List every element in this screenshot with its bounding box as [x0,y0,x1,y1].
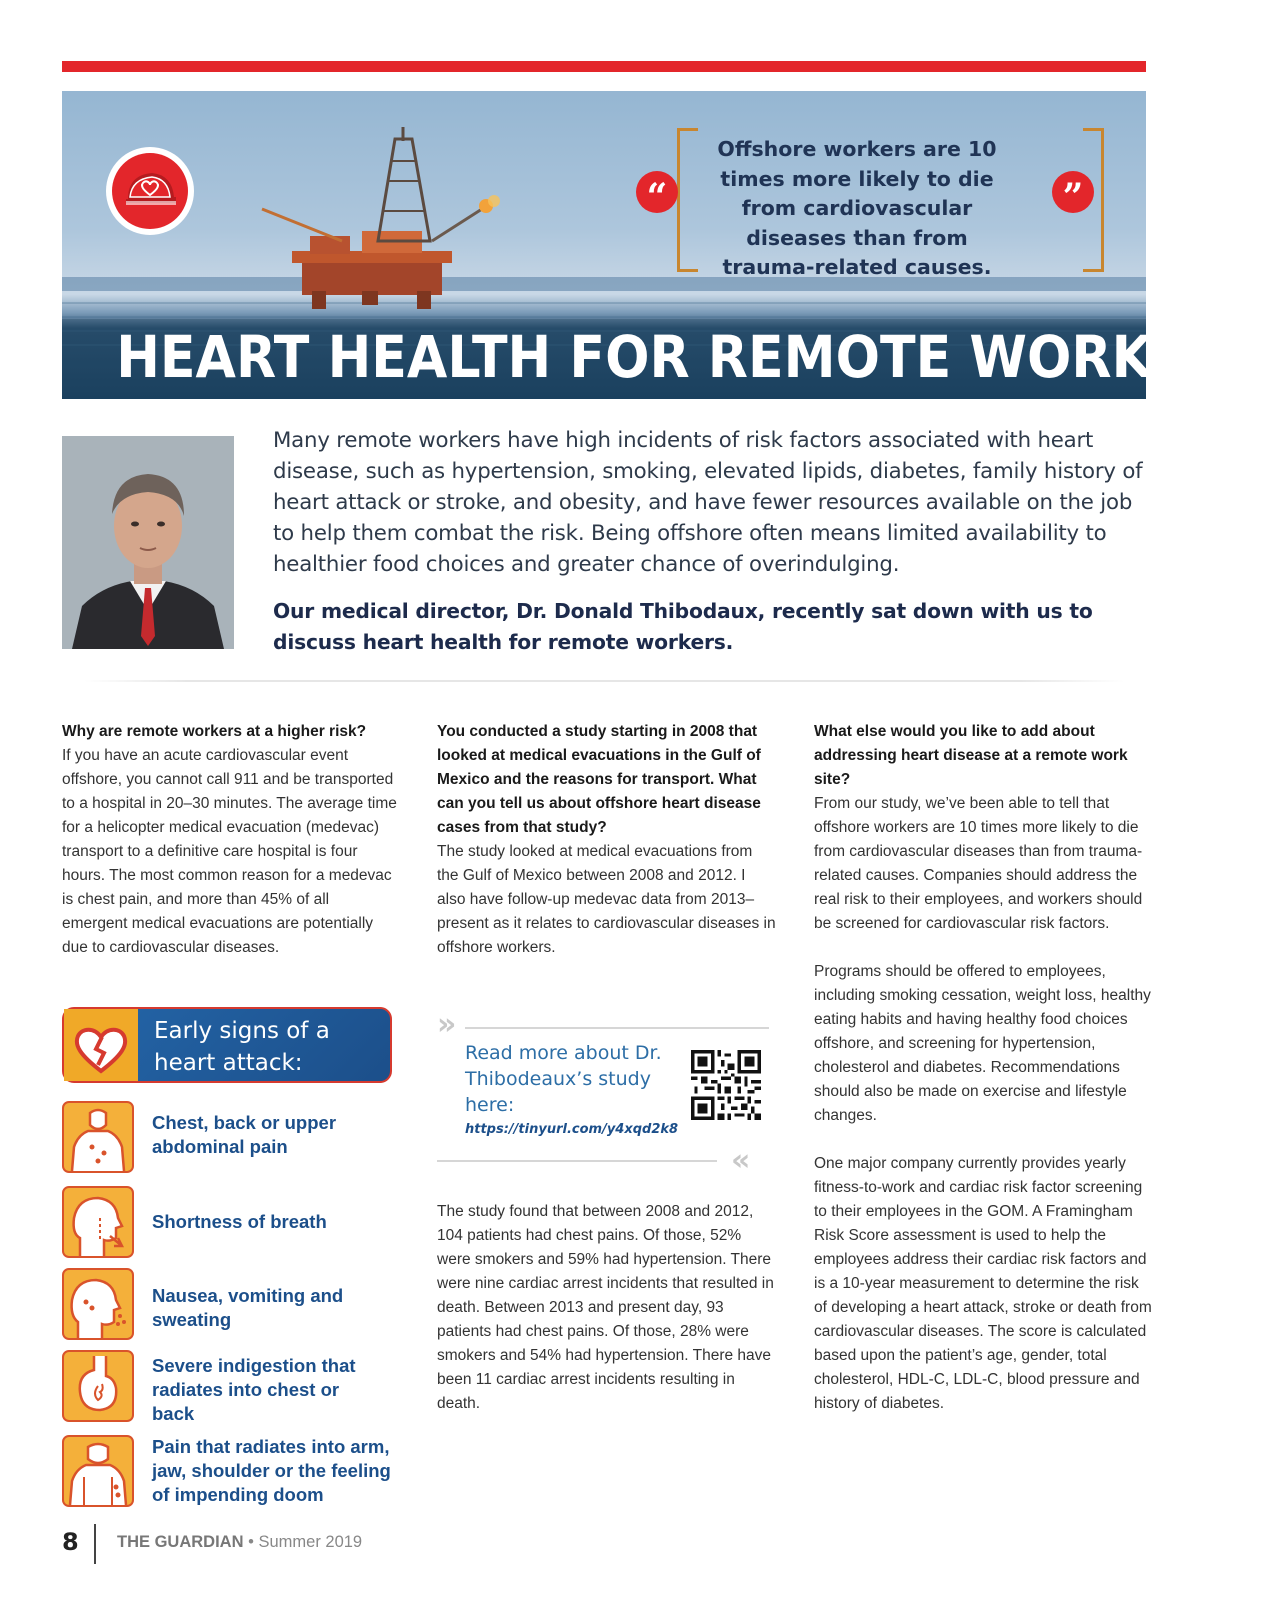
section-divider [84,680,1124,682]
footer-divider [94,1524,96,1564]
open-quote-icon: “ [636,171,678,213]
quote-bracket-left [677,128,698,272]
issue-date: Summer 2019 [258,1533,363,1551]
column-1 [62,720,398,960]
answer-text: If you have an acute cardiovascular event offshore, you cannot call 911 and be transported to a hospital in 20–30 minutes. The average time for a helicopter medical evacuation (medevac) transport to a definitive care hospital is four hours. The most common reason for a medevac is chest pain, and more than 45% of all emergent medical evacuations are potentially due to cardiovascular diseases. [62,747,397,956]
sign-item [62,1435,398,1509]
answer-text: One major company currently provides yearly fitness-to-work and cardiac risk factor screening to their employees in the GOM. A Framingham Risk Score assessment is used to help the employees address their cardiac risk factors and is a 10-year measurement to determine the risk of developing a heart attack, stroke or death from cardiovascular diseases. The score is calculated based upon the patient’s age, gender, total cholesterol, HDL-C, LDL-C, blood pressure and history of diabetes. [814,1155,1152,1412]
chevron-left-icon: « [731,1143,751,1178]
question-heading: Why are remote workers at a higher risk? [62,723,367,740]
footer-separator: • [248,1533,254,1551]
page-number: 8 [62,1528,79,1556]
page-title: HEART HEALTH FOR REMOTE WORKERS [116,323,1265,391]
torso-icon [64,1103,132,1171]
answer-text: Programs should be offered to employees, including smoking cessation, weight loss, healthy eating habits and having healthy food choices offshore, and screening for hypertension, cholesterol and diabetes. Recommendations should also be made on exercise and lifestyle changes. [814,963,1151,1124]
sign-label: Chest, back or upper abdominal pain [152,1112,337,1157]
top-accent-bar [62,61,1146,72]
findings-text: The study found that between 2008 and 2012, 104 patients had chest pains. Of those, 52% were smokers and 59% had hypertension. There were nine cardiac arrest incidents that resulted in death. Between 2013 and present day, 93 patients had chest pains. Of those, 28% were smokers and 54% had hypertension. There have been 11 cardiac arrest incidents resulting in death. [437,1203,774,1412]
broken-heart-icon [64,1009,138,1085]
answer-text: The study looked at medical evacuations from the Gulf of Mexico between 2008 and 2012. I also have follow-up medevac data from 2013–present as it relates to cardiovascular diseases in offshore workers. [437,843,776,956]
study-link[interactable]: https://tinyurl.com/y4xqd2k8 [465,1122,679,1137]
sign-item [62,1101,398,1175]
arm-pain-icon [64,1437,132,1505]
read-more-text: Read more about Dr. Thibodeaux’s study here: [465,1042,662,1116]
read-more-callout [437,1007,769,1178]
chevron-right-icon: » [437,1007,457,1042]
hero-banner [62,91,1265,399]
sign-label: Pain that radiates into arm, jaw, shoulder or the feeling of impending doom [152,1436,391,1505]
column-3 [814,720,1154,1416]
early-signs-header [62,1007,392,1083]
early-signs-title: Early signs of a heart attack: [154,1018,330,1076]
nausea-icon [64,1270,132,1338]
column-2 [437,720,777,960]
sign-item [62,1268,398,1342]
portrait-image [62,436,234,649]
sign-item [62,1186,398,1260]
qr-code-icon[interactable] [691,1050,761,1120]
sign-label: Severe indigestion that radiates into chest or back [152,1355,356,1424]
question-heading: What else would you like to add about addressing heart disease at a remote work site? [814,723,1128,788]
sign-label: Nausea, vomiting and sweating [152,1285,344,1330]
doctor-portrait [62,436,234,649]
magazine-name: THE GUARDIAN [117,1533,244,1551]
column-2-findings [437,1200,777,1416]
pull-quote: Offshore workers are 10 times more likely to die from cardiovascular diseases than from trauma-related causes. [717,137,997,279]
answer-text: From our study, we’ve been able to tell that offshore workers are 10 times more likely to die from cardiovascular diseases than from trauma-related causes. Companies should address the real risk to their employees, and workers should be screened for cardiovascular risk factors. [814,795,1143,932]
intro-paragraph: Many remote workers have high incidents of risk factors associated with heart disease, such as hypertension, smoking, elevated lipids, diabetes, family history of heart attack or stroke, and obesity, and have fewer resources available on the job to help them combat the risk. Being offshore often means limited availability to healthier food choices and greater chance of overindulging. [273,428,1143,577]
question-heading: You conducted a study starting in 2008 that looked at medical evacuations in the Gulf of Mexico and the reasons for transport. What can you tell us about offshore heart disease cases from that study? [437,723,761,836]
sign-item [62,1350,398,1424]
stomach-icon [64,1352,132,1420]
hard-hat-heart-icon [106,147,194,235]
hard-hat-heart-badge [106,147,194,235]
magazine-info [117,1533,362,1552]
intro-lead: Our medical director, Dr. Donald Thibodaux, recently sat down with us to discuss heart health for remote workers. [273,599,1093,654]
sign-label: Shortness of breath [152,1211,327,1232]
breath-icon [64,1188,132,1256]
close-quote-icon: ” [1052,171,1094,213]
